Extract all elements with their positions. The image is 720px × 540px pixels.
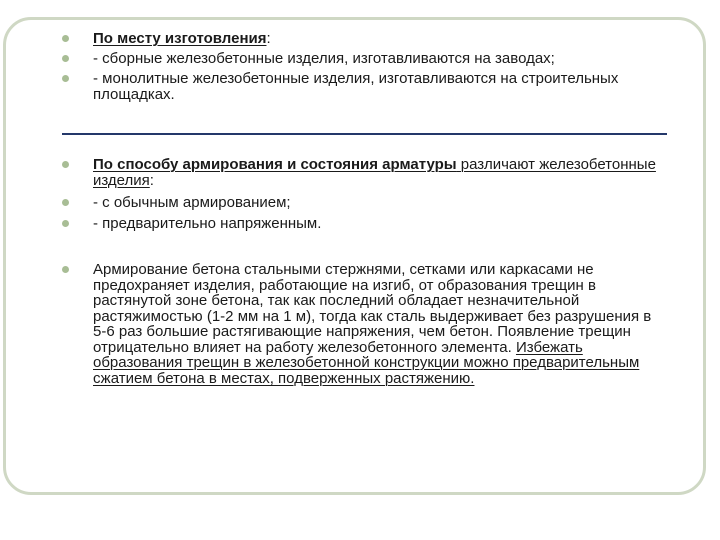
- section2-heading-colon: :: [149, 171, 154, 189]
- section1-heading-item: [93, 31, 668, 47]
- section-divider: [62, 133, 667, 135]
- section2-heading-item: [93, 157, 668, 188]
- bullet-icon: [62, 35, 69, 42]
- section1-item-prefab: [93, 51, 668, 67]
- section1-item2-text: - монолитные железобетонные изделия, изготавливаются на строительных площадках.: [93, 70, 619, 103]
- bullet-icon: [62, 55, 69, 62]
- section2-heading: По способу армирования и состояния арматуры: [93, 156, 457, 173]
- bullet-icon: [62, 266, 69, 273]
- bullet-icon: [62, 161, 69, 168]
- section1-heading: По месту изготовления: [93, 30, 267, 47]
- section2-item-prestressed: [93, 216, 668, 232]
- section2-item-ordinary: [93, 195, 668, 211]
- section1-item-monolithic: [93, 71, 668, 102]
- bullet-icon: [62, 199, 69, 206]
- section2-heading-rest: различают железобетонные изделия: [93, 156, 656, 189]
- section3-paragraph: [93, 262, 668, 386]
- bullet-icon: [62, 220, 69, 227]
- section1-heading-colon: :: [266, 30, 271, 47]
- bullet-icon: [62, 75, 69, 82]
- section1-item1-text: - сборные железобетонные изделия, изготавливаются на заводах;: [93, 50, 555, 67]
- section3-paragraph-part2: Избежать образования трещин в железобетонной конструкции можно предварительным сжатием бетона в местах, подверженных растяжению.: [93, 338, 640, 387]
- section3-paragraph-part1: Армирование бетона стальными стержнями, сетками или каркасами не предохраняет изделия, работающие на изгиб, от образования трещин в растянутой зоне бетона, так как последний обладает незначительной растяжимостью (1-2 мм на 1 м), тогда как сталь выдерживает без разрушения в 5-6 раз большие растягивающие напряжения, чем бетон. Появление трещин отрицательно влияет на работу железобетонного элемента.: [93, 261, 652, 356]
- section2-item2-text: - предварительно напряженным.: [93, 215, 322, 232]
- section2-item1-text: - с обычным армированием;: [93, 194, 291, 211]
